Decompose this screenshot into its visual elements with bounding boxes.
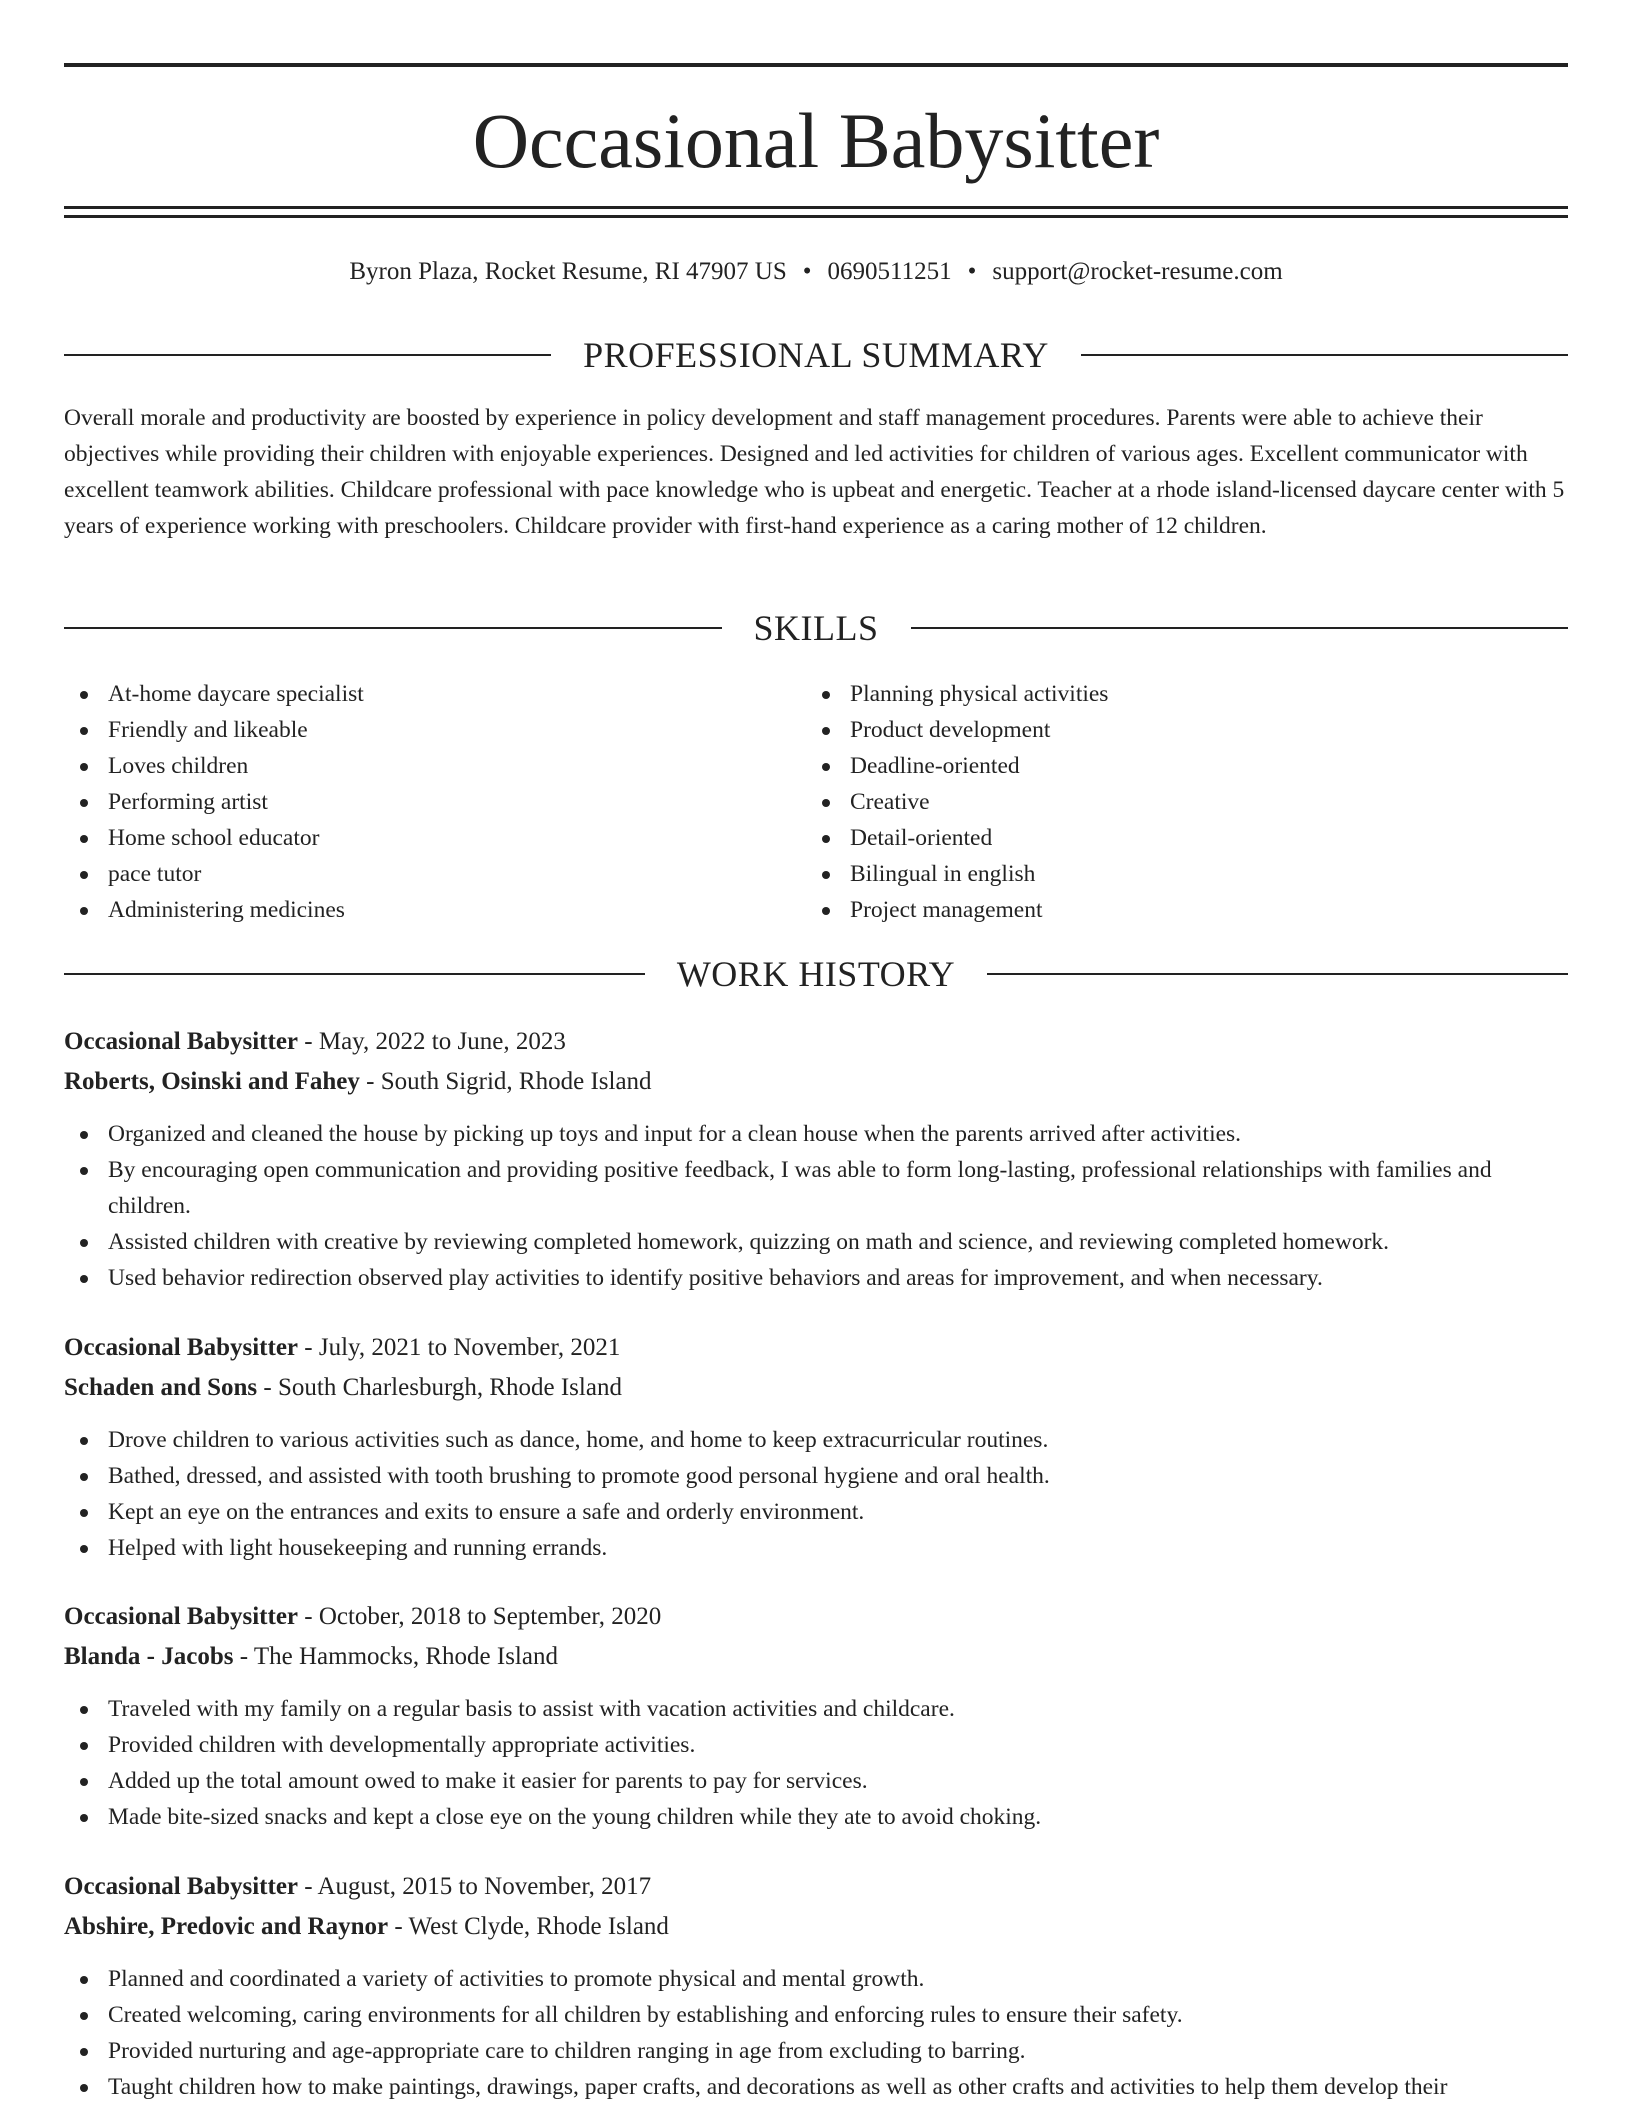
skill-item: Administering medicines xyxy=(64,892,764,928)
job-bullets xyxy=(64,1116,1568,1296)
job-bullet: Assisted children with creative by reviewing completed homework, quizzing on math and science, and reviewing completed homework. xyxy=(64,1224,1568,1260)
job-bullet: Created welcoming, caring environments for all children by establishing and enforcing rules to ensure their safety. xyxy=(64,1997,1568,2033)
job-bullet: Drove children to various activities such as dance, home, and home to keep extracurricular routines. xyxy=(64,1422,1568,1458)
job-company-line xyxy=(64,1370,1568,1406)
job-bullets xyxy=(64,1691,1568,1835)
job-title: Occasional Babysitter xyxy=(64,1873,299,1900)
job-bullet: Provided children with developmentally appropriate activities. xyxy=(64,1727,1568,1763)
skill-item: Planning physical activities xyxy=(806,676,1506,712)
job-bullet: Provided nurturing and age-appropriate care to children ranging in age from excluding to barring. xyxy=(64,2033,1568,2069)
contact-phone: 0690511251 xyxy=(827,258,952,285)
job-title: Occasional Babysitter xyxy=(64,1028,299,1055)
job-bullet: Made bite-sized snacks and kept a close eye on the young children while they ate to avoid choking. xyxy=(64,1799,1568,1835)
skill-item: Performing artist xyxy=(64,784,764,820)
skills-heading: SKILLS xyxy=(753,608,879,648)
summary-heading-row xyxy=(64,333,1568,377)
job-entry xyxy=(64,1599,1568,1835)
job-bullet: Bathed, dressed, and assisted with tooth brushing to promote good personal hygiene and oral health. xyxy=(64,1458,1568,1494)
heading-rule-left xyxy=(64,973,645,975)
job-bullets xyxy=(64,1422,1568,1566)
job-dates: - May, 2022 to June, 2023 xyxy=(298,1028,566,1055)
contact-email: support@rocket-resume.com xyxy=(992,258,1283,285)
skill-item: Deadline-oriented xyxy=(806,748,1506,784)
job-company: Roberts, Osinski and Fahey xyxy=(64,1068,360,1095)
job-company-line xyxy=(64,1639,1568,1675)
job-bullet: Used behavior redirection observed play activities to identify positive behaviors and areas for improvement, and when necessary. xyxy=(64,1260,1568,1296)
resume-name: Occasional Babysitter xyxy=(472,97,1160,184)
job-dates: - October, 2018 to September, 2020 xyxy=(298,1603,662,1630)
job-company-line xyxy=(64,1909,1568,1945)
job-bullet: Organized and cleaned the house by picking up toys and input for a clean house when the parents arrived after activities. xyxy=(64,1116,1568,1152)
job-title-line xyxy=(64,1599,1568,1635)
job-entry xyxy=(64,1330,1568,1566)
skill-item: Project management xyxy=(806,892,1506,928)
skill-item: Creative xyxy=(806,784,1506,820)
header-top-rule xyxy=(64,63,1568,67)
job-bullet: Planned and coordinated a variety of activities to promote physical and mental growth. xyxy=(64,1961,1568,1997)
heading-rule-right xyxy=(1081,354,1568,356)
job-company: Abshire, Predovic and Raynor xyxy=(64,1913,389,1940)
skill-item: Home school educator xyxy=(64,820,764,856)
job-company: Schaden and Sons xyxy=(64,1374,258,1401)
skill-item: Friendly and likeable xyxy=(64,712,764,748)
job-company: Blanda - Jacobs xyxy=(64,1643,234,1670)
skill-item: Detail-oriented xyxy=(806,820,1506,856)
skill-item: pace tutor xyxy=(64,856,764,892)
skills-list-left xyxy=(64,676,764,928)
job-bullet: Traveled with my family on a regular basis to assist with vacation activities and childcare. xyxy=(64,1691,1568,1727)
job-bullet: By encouraging open communication and providing positive feedback, I was able to form long-lasting, professional relationships with families and children. xyxy=(64,1152,1568,1224)
job-title-line xyxy=(64,1869,1568,1905)
contact-address: Byron Plaza, Rocket Resume, RI 47907 US xyxy=(349,258,787,285)
job-title-line xyxy=(64,1024,1568,1060)
contact-separator: • xyxy=(802,258,812,285)
job-dates: - August, 2015 to November, 2017 xyxy=(298,1873,652,1900)
skill-item: At-home daycare specialist xyxy=(64,676,764,712)
skill-item: Loves children xyxy=(64,748,764,784)
heading-rule-left xyxy=(64,354,551,356)
contact-line xyxy=(64,254,1568,290)
job-dates: - July, 2021 to November, 2021 xyxy=(298,1334,621,1361)
contact-separator: • xyxy=(967,258,977,285)
job-company-line xyxy=(64,1064,1568,1100)
skill-item: Product development xyxy=(806,712,1506,748)
job-bullet: Kept an eye on the entrances and exits to ensure a safe and orderly environment. xyxy=(64,1494,1568,1530)
job-bullets xyxy=(64,1961,1568,2105)
job-entry xyxy=(64,1024,1568,1296)
skills-list-right xyxy=(806,676,1506,928)
header-double-rule-top xyxy=(64,206,1568,209)
skills-heading-row xyxy=(64,606,1568,650)
job-bullet: Taught children how to make paintings, drawings, paper crafts, and decorations as well as other crafts and activities to help them develop their xyxy=(64,2069,1568,2105)
header-double-rule-bottom xyxy=(64,215,1568,218)
work-heading: WORK HISTORY xyxy=(676,954,956,994)
job-entry xyxy=(64,1869,1568,2105)
summary-heading: PROFESSIONAL SUMMARY xyxy=(583,335,1049,375)
heading-rule-right xyxy=(987,973,1568,975)
skill-item: Bilingual in english xyxy=(806,856,1506,892)
job-location: - The Hammocks, Rhode Island xyxy=(233,1643,558,1670)
job-bullet: Helped with light housekeeping and running errands. xyxy=(64,1530,1568,1566)
heading-rule-right xyxy=(911,627,1569,629)
job-title-line xyxy=(64,1330,1568,1366)
job-location: - South Charlesburgh, Rhode Island xyxy=(257,1374,622,1401)
job-bullet: Added up the total amount owed to make it easier for parents to pay for services. xyxy=(64,1763,1568,1799)
heading-rule-left xyxy=(64,627,722,629)
job-location: - South Sigrid, Rhode Island xyxy=(359,1068,652,1095)
job-title: Occasional Babysitter xyxy=(64,1603,299,1630)
job-location: - West Clyde, Rhode Island xyxy=(388,1913,669,1940)
work-heading-row xyxy=(64,952,1568,996)
job-title: Occasional Babysitter xyxy=(64,1334,299,1361)
summary-text: Overall morale and productivity are boosted by experience in policy development and staff management procedures. Parents were able to achieve their objectives while providing their children with enjoyable experiences. Designed and led activities for children of various ages. Excellent communicator with excellent teamwork abilities. Childcare professional with pace knowledge who is upbeat and energetic. Teacher at a rhode island-licensed daycare center with 5 years of experience working with preschoolers. Childcare provider with first-hand experience as a caring mother of 12 children. xyxy=(64,405,1565,539)
